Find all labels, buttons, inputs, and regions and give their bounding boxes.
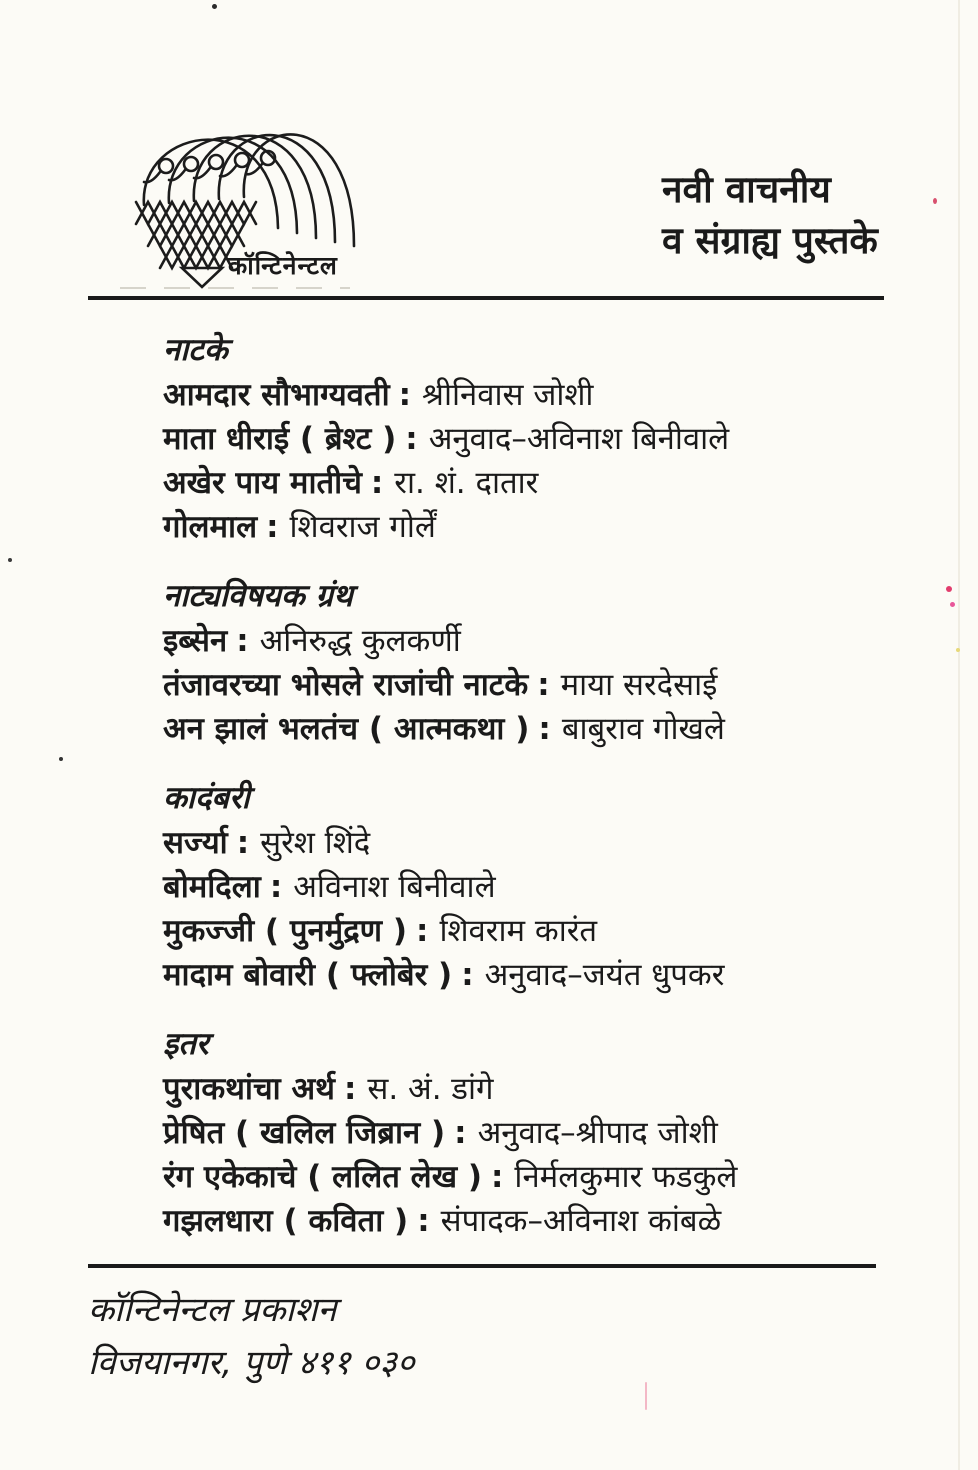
book-author: माया सरदेसाई (560, 667, 718, 703)
book-author: अनुवाद–जयंत धुपकर (484, 957, 725, 993)
book-entry (163, 821, 933, 865)
separator-colon: : (343, 1071, 357, 1107)
book-title: मादाम बोवारी ( फ्लोबेर ) (163, 957, 453, 993)
book-author: श्रीनिवास जोशी (422, 377, 594, 413)
book-author: अनुवाद–अविनाश बिनीवाले (428, 421, 730, 457)
book-entry (163, 865, 933, 909)
scan-speck (946, 586, 952, 592)
book-title: सर्ज्या (163, 825, 228, 861)
book-title: रंग एकेकाचे ( ललित लेख ) (163, 1159, 483, 1195)
book-author: बाबुराव गोखले (561, 711, 725, 747)
scan-edge-line (958, 0, 960, 1470)
imprint-name: कॉन्टिनेन्टल प्रकाशन (88, 1290, 337, 1330)
book-title: पुराकथांचा अर्थ (163, 1071, 335, 1107)
separator-colon: : (269, 869, 283, 905)
separator-colon: : (537, 667, 550, 703)
scan-speck (645, 1382, 647, 1410)
book-entry (163, 619, 933, 663)
book-title: आमदार सौभाग्यवती (163, 377, 390, 413)
publisher-logo (126, 110, 382, 300)
scan-speck (8, 558, 12, 562)
book-title: अन झालं भलतंच ( आत्मकथा ) (163, 711, 530, 747)
tagline-line-1: नवी वाचनीय (662, 168, 831, 211)
book-author: शिवराज गोर्लें (289, 509, 436, 545)
book-entry (163, 373, 933, 417)
book-entry (163, 909, 933, 953)
book-title: माता धीराई ( ब्रेश्ट ) (163, 421, 397, 457)
book-author: स. अं. डांगे (367, 1071, 494, 1107)
book-entry (163, 1155, 933, 1199)
separator-colon: : (398, 377, 412, 413)
section-heading-natyavishayak-granth: नाट्यविषयक ग्रंथ (163, 578, 353, 614)
book-title: गोलमाल (163, 509, 258, 545)
book-entry (163, 707, 933, 751)
book-title: इब्सेन (163, 623, 228, 659)
scan-speck (59, 757, 63, 761)
publisher-logo-wordmark: कॉन्टिनेन्टल (228, 251, 338, 280)
book-entry (163, 417, 933, 461)
book-author: रा. शं. दातार (394, 465, 539, 501)
book-entry (163, 1111, 933, 1155)
book-author: सुरेश शिंदे (260, 825, 371, 861)
book-author: शिवराम कारंत (439, 913, 598, 949)
scan-speck (956, 648, 960, 652)
section-heading-itar: इतर (163, 1026, 209, 1062)
book-title: प्रेषित ( खलिल जिब्रान ) (163, 1115, 446, 1151)
scan-speck (933, 198, 937, 204)
book-entry (163, 953, 933, 997)
book-entry (163, 461, 933, 505)
book-entry (163, 1067, 933, 1111)
imprint-address: विजयानगर, पुणे ४११ ०३० (88, 1343, 415, 1383)
book-title: तंजावरच्या भोसले राजांची नाटके (163, 667, 529, 703)
section-heading-kadambari: कादंबरी (163, 780, 250, 816)
separator-colon: : (454, 1115, 467, 1151)
scan-speck (212, 4, 217, 9)
tagline-line-2: व संग्राह्य पुस्तके (662, 219, 878, 262)
book-author: निर्मलकुमार फडकुले (514, 1159, 738, 1195)
separator-colon: : (416, 913, 429, 949)
book-title: अखेर पाय मातीचे (163, 465, 362, 501)
book-entry (163, 505, 933, 549)
separator-colon: : (266, 509, 279, 545)
book-author: अनिरुद्ध कुलकर्णी (259, 623, 461, 659)
section-heading-natake: नाटके (163, 332, 228, 368)
book-entry (163, 1199, 933, 1243)
separator-colon: : (370, 465, 384, 501)
scan-artifact-line (120, 287, 350, 289)
book-author: अविनाश बिनीवाले (293, 869, 496, 905)
separator-colon: : (538, 711, 551, 747)
separator-colon: : (236, 825, 250, 861)
book-author: अनुवाद–श्रीपाद जोशी (477, 1115, 718, 1151)
separator-colon: : (405, 421, 418, 457)
separator-colon: : (491, 1159, 504, 1195)
separator-colon: : (417, 1203, 430, 1239)
book-author: संपादक–अविनाश कांबळे (440, 1203, 722, 1239)
book-title: मुकज्जी ( पुनर्मुद्रण ) (163, 913, 408, 949)
bottom-rule (88, 1264, 876, 1268)
scan-speck (950, 602, 955, 607)
page-tagline (662, 164, 878, 266)
separator-colon: : (461, 957, 474, 993)
book-list (163, 298, 933, 1243)
publisher-imprint (88, 1284, 415, 1390)
book-title: गझलधारा ( कविता ) (163, 1203, 409, 1239)
book-entry (163, 663, 933, 707)
separator-colon: : (236, 623, 249, 659)
book-title: बोमदिला (163, 869, 261, 905)
